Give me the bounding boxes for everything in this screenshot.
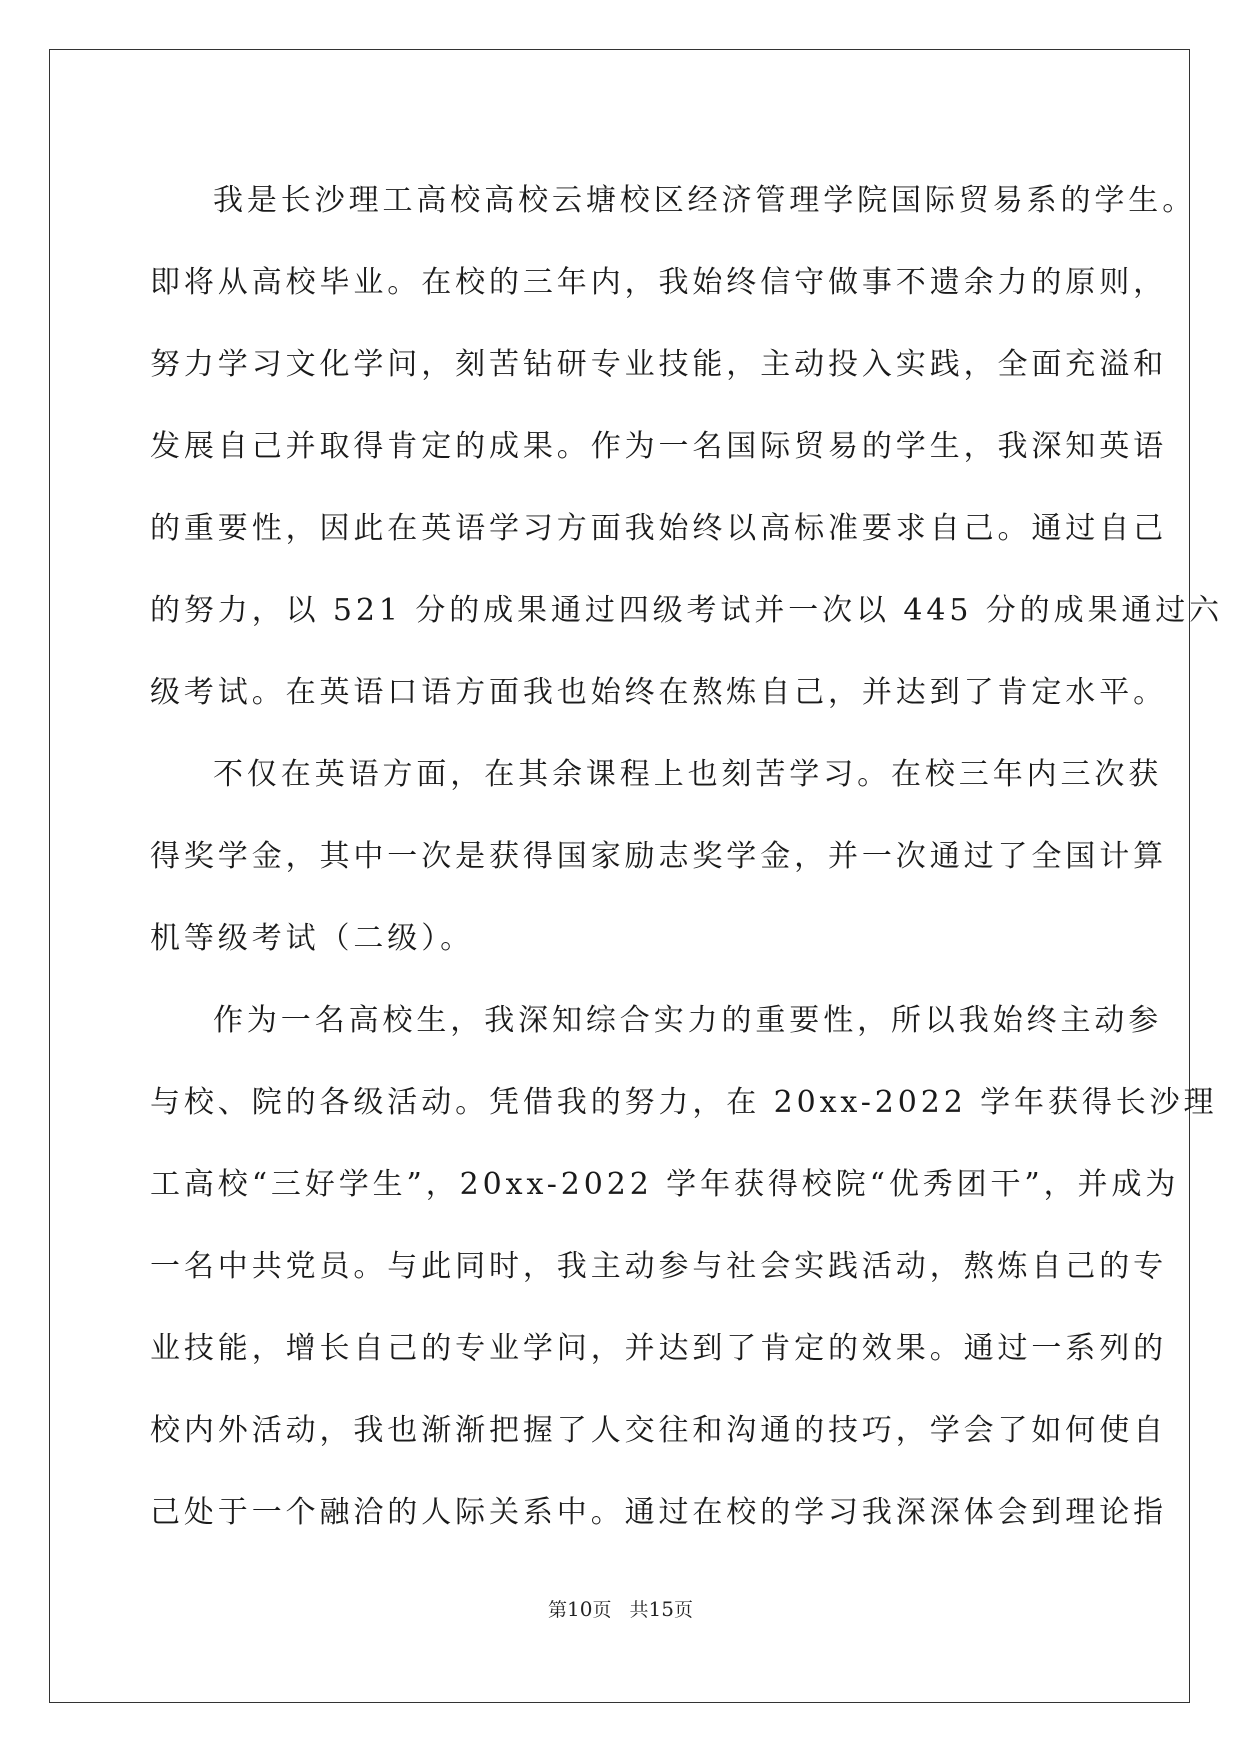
text-line: 作为一名高校生，我深知综合实力的重要性，所以我始终主动参: [213, 1003, 1163, 1038]
page-footer: [0, 1595, 1241, 1622]
text-line: 机等级考试（二级）。: [150, 921, 474, 956]
text-line: 努力学习文化学问，刻苦钻研专业技能，主动投入实践，全面充溢和: [150, 347, 1167, 382]
text-line: 不仅在英语方面，在其余课程上也刻苦学习。在校三年内三次获: [213, 757, 1163, 792]
text-line: 业技能，增长自己的专业学问，并达到了肯定的效果。通过一系列的: [150, 1331, 1167, 1366]
text-line: 的重要性，因此在英语学习方面我始终以高标准要求自己。通过自己: [150, 511, 1167, 546]
text-line: 一名中共党员。与此同时，我主动参与社会实践活动，熬炼自己的专: [150, 1249, 1167, 1284]
text-line: 校内外活动，我也渐渐把握了人交往和沟通的技巧，学会了如何使自: [150, 1413, 1167, 1448]
page-number-label: 第10页: [548, 1597, 612, 1621]
text-line: 得奖学金，其中一次是获得国家励志奖学金，并一次通过了全国计算: [150, 839, 1167, 874]
document-body: [150, 160, 1224, 1554]
text-line: 发展自己并取得肯定的成果。作为一名国际贸易的学生，我深知英语: [150, 429, 1167, 464]
page-total-label: 共15页: [629, 1597, 693, 1621]
text-line: 级考试。在英语口语方面我也始终在熬炼自己，并达到了肯定水平。: [150, 675, 1167, 710]
text-line: 工高校“三好学生”，20xx-2022 学年获得校院“优秀团干”，并成为: [150, 1167, 1180, 1202]
text-line: 我是长沙理工高校高校云塘校区经济管理学院国际贸易系的学生。: [213, 183, 1197, 218]
text-line: 的努力，以 521 分的成果通过四级考试并一次以 445 分的成果通过六: [150, 593, 1224, 628]
text-line: 即将从高校毕业。在校的三年内，我始终信守做事不遗余力的原则，: [150, 265, 1167, 300]
text-line: 与校、院的各级活动。凭借我的努力，在 20xx-2022 学年获得长沙理: [150, 1085, 1218, 1120]
text-line: 己处于一个融洽的人际关系中。通过在校的学习我深深体会到理论指: [150, 1495, 1167, 1530]
